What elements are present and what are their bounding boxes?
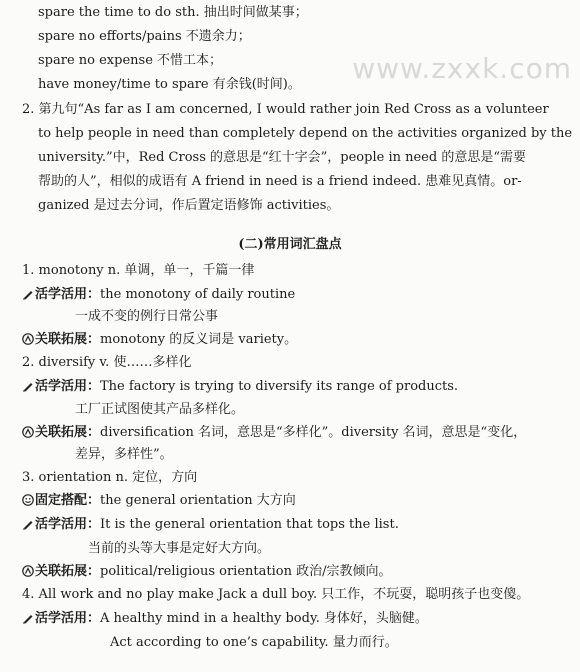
extend-tag: 关联拓展： bbox=[35, 332, 101, 347]
entry1-apply-text: the monotony of daily routine bbox=[100, 287, 296, 302]
entry3-extend-text: political/religious orientation 政治/宗教倾向。 bbox=[100, 564, 392, 579]
note2-line-1: 2. 第九句“As far as I am concerned, I would rather join Red Cross as a volunteer bbox=[22, 102, 549, 117]
entry4-apply-text: A healthy mind in a healthy body. 身体好，头脑健。 bbox=[100, 611, 428, 626]
spare-line-4: have money/time to spare 有余钱(时间)。 bbox=[38, 77, 301, 92]
entry3-heading: 3. orientation n. 定位，方向 bbox=[22, 470, 198, 485]
entry1-apply bbox=[22, 286, 295, 304]
pen-icon bbox=[22, 612, 34, 624]
watermark: www.zxxk.com bbox=[352, 52, 572, 85]
entry2-apply-cn: 工厂正试图使其产品多样化。 bbox=[75, 402, 245, 417]
fixed-tag: 固定搭配： bbox=[35, 493, 101, 508]
entry4-heading: 4. All work and no play make Jack a dull boy. 只工作，不玩耍，聪明孩子也变傻。 bbox=[22, 587, 530, 602]
entry2-extend-2: 差异，多样性”。 bbox=[75, 447, 173, 462]
smiley-icon bbox=[22, 494, 34, 506]
entry1-extend bbox=[22, 331, 297, 349]
note2-line-2: to help people in need than completely depend on the activities organized by the bbox=[38, 126, 573, 141]
entry4-apply bbox=[22, 610, 428, 628]
entry1-extend-text: monotony 的反义词是 variety。 bbox=[100, 332, 298, 347]
entry3-apply bbox=[22, 516, 399, 534]
apply-tag: 活学活用： bbox=[35, 287, 101, 302]
extend-icon bbox=[22, 426, 34, 438]
entry2-apply bbox=[22, 378, 458, 396]
entry2-extend bbox=[22, 424, 526, 442]
pen-icon bbox=[22, 518, 34, 530]
extend-tag: 关联拓展： bbox=[35, 425, 101, 440]
note2-line-3: university.”中，Red Cross 的意思是“红十字会”，people in need 的意思是“需要 bbox=[38, 150, 526, 165]
note2-line-4: 帮助的人”，相似的成语有 A friend in need is a friend indeed. 患难见真情。or- bbox=[38, 174, 522, 189]
pen-icon bbox=[22, 380, 34, 392]
entry2-extend-text: diversification 名词，意思是“多样化”。diversity 名词，意思是“变化， bbox=[100, 425, 527, 440]
apply-tag: 活学活用： bbox=[35, 611, 101, 626]
entry3-fixed-text: the general orientation 大方向 bbox=[100, 493, 296, 508]
apply-tag: 活学活用： bbox=[35, 379, 101, 394]
entry3-extend bbox=[22, 563, 391, 581]
section-title: (二)常用词汇盘点 bbox=[238, 237, 342, 252]
extend-icon bbox=[22, 565, 34, 577]
entry3-fixed bbox=[22, 492, 296, 510]
entry3-apply-text: It is the general orientation that tops the list. bbox=[100, 517, 399, 532]
entry2-heading: 2. diversify v. 使……多样化 bbox=[22, 355, 192, 370]
entry4-apply-2: Act according to one’s capability. 量力而行。 bbox=[110, 635, 398, 650]
spare-line-2: spare no efforts/pains 不遗余力； bbox=[38, 29, 251, 44]
extend-tag: 关联拓展： bbox=[35, 564, 101, 579]
extend-icon bbox=[22, 333, 34, 345]
apply-tag: 活学活用： bbox=[35, 517, 101, 532]
entry1-heading: 1. monotony n. 单调，单一，千篇一律 bbox=[22, 263, 255, 278]
pen-icon bbox=[22, 288, 34, 300]
entry1-apply-cn: 一成不变的例行日常公事 bbox=[75, 309, 219, 324]
spare-line-3: spare no expense 不惜工本； bbox=[38, 53, 223, 68]
spare-line-1: spare the time to do sth. 抽出时间做某事； bbox=[38, 5, 308, 20]
entry2-apply-text: The factory is trying to diversify its range of products. bbox=[100, 379, 459, 394]
note2-line-5: ganized 是过去分词，作后置定语修饰 activities。 bbox=[38, 198, 340, 213]
entry3-apply-cn: 当前的头等大事是定好大方向。 bbox=[88, 541, 271, 556]
